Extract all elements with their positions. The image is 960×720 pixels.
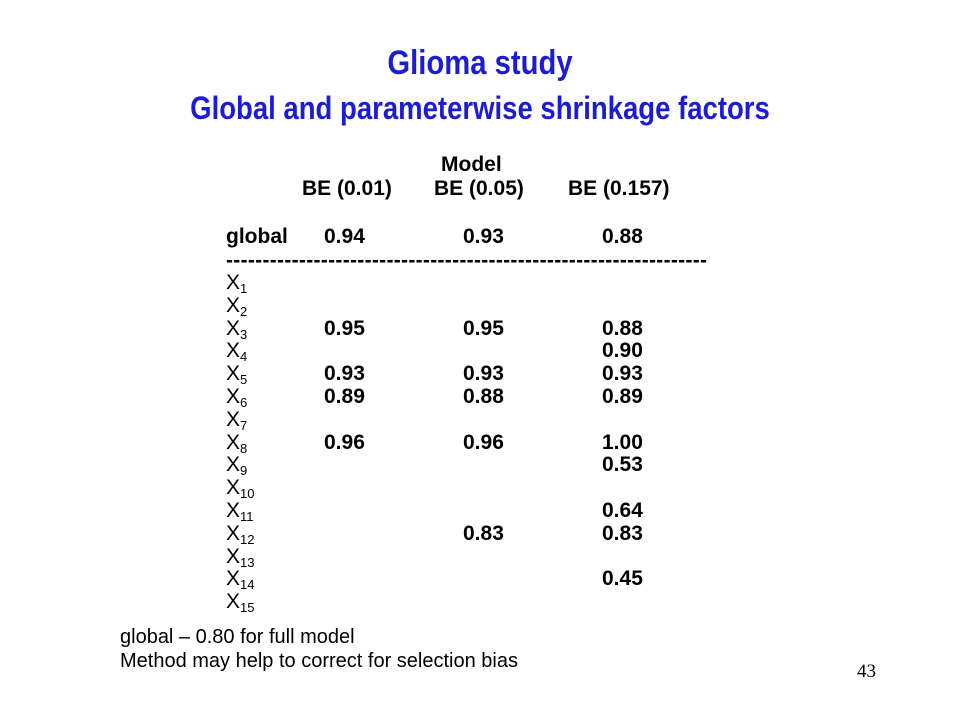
variable-name: X bbox=[226, 545, 241, 568]
variable-name: X bbox=[226, 385, 241, 408]
shrinkage-value: 0.64 bbox=[602, 499, 643, 522]
shrinkage-value: 0.90 bbox=[602, 339, 643, 362]
variable-subscript: 15 bbox=[240, 600, 255, 615]
shrinkage-value: 0.93 bbox=[324, 362, 365, 385]
variable-subscript: 4 bbox=[240, 349, 248, 364]
variable-subscript: 9 bbox=[240, 463, 248, 478]
global-value-be-005: 0.93 bbox=[463, 225, 504, 248]
variable-subscript: 6 bbox=[240, 395, 248, 410]
shrinkage-value: 0.93 bbox=[463, 362, 504, 385]
variable-name: X bbox=[226, 499, 241, 522]
variable-row-label bbox=[226, 385, 247, 409]
variable-row-label bbox=[226, 476, 254, 500]
variable-name: X bbox=[226, 362, 241, 385]
variable-name: X bbox=[226, 317, 241, 340]
variable-subscript: 14 bbox=[240, 577, 255, 592]
column-header-be-005: BE (0.05) bbox=[434, 177, 524, 200]
shrinkage-value: 1.00 bbox=[602, 431, 643, 454]
shrinkage-value: 0.88 bbox=[602, 317, 643, 340]
column-header-be-0157: BE (0.157) bbox=[568, 177, 670, 200]
variable-row-label bbox=[226, 431, 247, 455]
shrinkage-value: 0.95 bbox=[463, 317, 504, 340]
variable-row-label bbox=[226, 271, 247, 295]
shrinkage-value: 0.53 bbox=[602, 453, 643, 476]
variable-name: X bbox=[226, 431, 241, 454]
variable-row-label bbox=[226, 545, 254, 569]
variable-subscript: 8 bbox=[240, 441, 248, 456]
note-selection-bias: Method may help to correct for selection bias bbox=[120, 650, 518, 672]
variable-subscript: 3 bbox=[240, 327, 248, 342]
shrinkage-value: 0.88 bbox=[463, 385, 504, 408]
variable-subscript: 12 bbox=[240, 532, 255, 547]
global-row-label: global bbox=[226, 225, 288, 248]
variable-name: X bbox=[226, 271, 241, 294]
shrinkage-value: 0.45 bbox=[602, 567, 643, 590]
shrinkage-value: 0.96 bbox=[463, 431, 504, 454]
variable-row-label bbox=[226, 453, 247, 477]
variable-row-label bbox=[226, 317, 247, 341]
variable-subscript: 5 bbox=[240, 372, 248, 387]
variable-subscript: 7 bbox=[240, 418, 248, 433]
variable-name: X bbox=[226, 567, 241, 590]
variable-subscript: 10 bbox=[240, 486, 255, 501]
variable-subscript: 1 bbox=[240, 281, 248, 296]
note-global-full-model: global – 0.80 for full model bbox=[120, 626, 355, 648]
variable-subscript: 11 bbox=[240, 509, 254, 524]
model-heading: Model bbox=[441, 153, 502, 176]
variable-name: X bbox=[226, 453, 241, 476]
variable-row-label bbox=[226, 294, 247, 318]
variable-row-label bbox=[226, 499, 254, 523]
variable-name: X bbox=[226, 522, 241, 545]
shrinkage-value: 0.95 bbox=[324, 317, 365, 340]
table-separator: ------------------------------------------------------------------ bbox=[226, 249, 708, 272]
shrinkage-value: 0.93 bbox=[602, 362, 643, 385]
shrinkage-value: 0.89 bbox=[324, 385, 365, 408]
page-number: 43 bbox=[857, 661, 876, 682]
shrinkage-value: 0.83 bbox=[602, 522, 643, 545]
variable-row-label bbox=[226, 567, 254, 591]
variable-subscript: 2 bbox=[240, 304, 248, 319]
shrinkage-value: 0.96 bbox=[324, 431, 365, 454]
variable-row-label bbox=[226, 522, 254, 546]
variable-name: X bbox=[226, 476, 241, 499]
slide-title: Glioma study bbox=[387, 44, 573, 82]
column-header-be-001: BE (0.01) bbox=[302, 177, 392, 200]
global-value-be-0157: 0.88 bbox=[602, 225, 643, 248]
variable-row-label bbox=[226, 408, 247, 432]
shrinkage-value: 0.89 bbox=[602, 385, 643, 408]
variable-name: X bbox=[226, 590, 241, 613]
variable-row-label bbox=[226, 362, 247, 386]
variable-row-label bbox=[226, 590, 254, 614]
slide-subtitle: Global and parameterwise shrinkage factors bbox=[190, 90, 770, 126]
global-value-be-001: 0.94 bbox=[324, 225, 365, 248]
variable-name: X bbox=[226, 294, 241, 317]
variable-row-label bbox=[226, 339, 247, 363]
variable-name: X bbox=[226, 408, 241, 431]
variable-name: X bbox=[226, 339, 241, 362]
variable-subscript: 13 bbox=[240, 555, 255, 570]
shrinkage-value: 0.83 bbox=[463, 522, 504, 545]
